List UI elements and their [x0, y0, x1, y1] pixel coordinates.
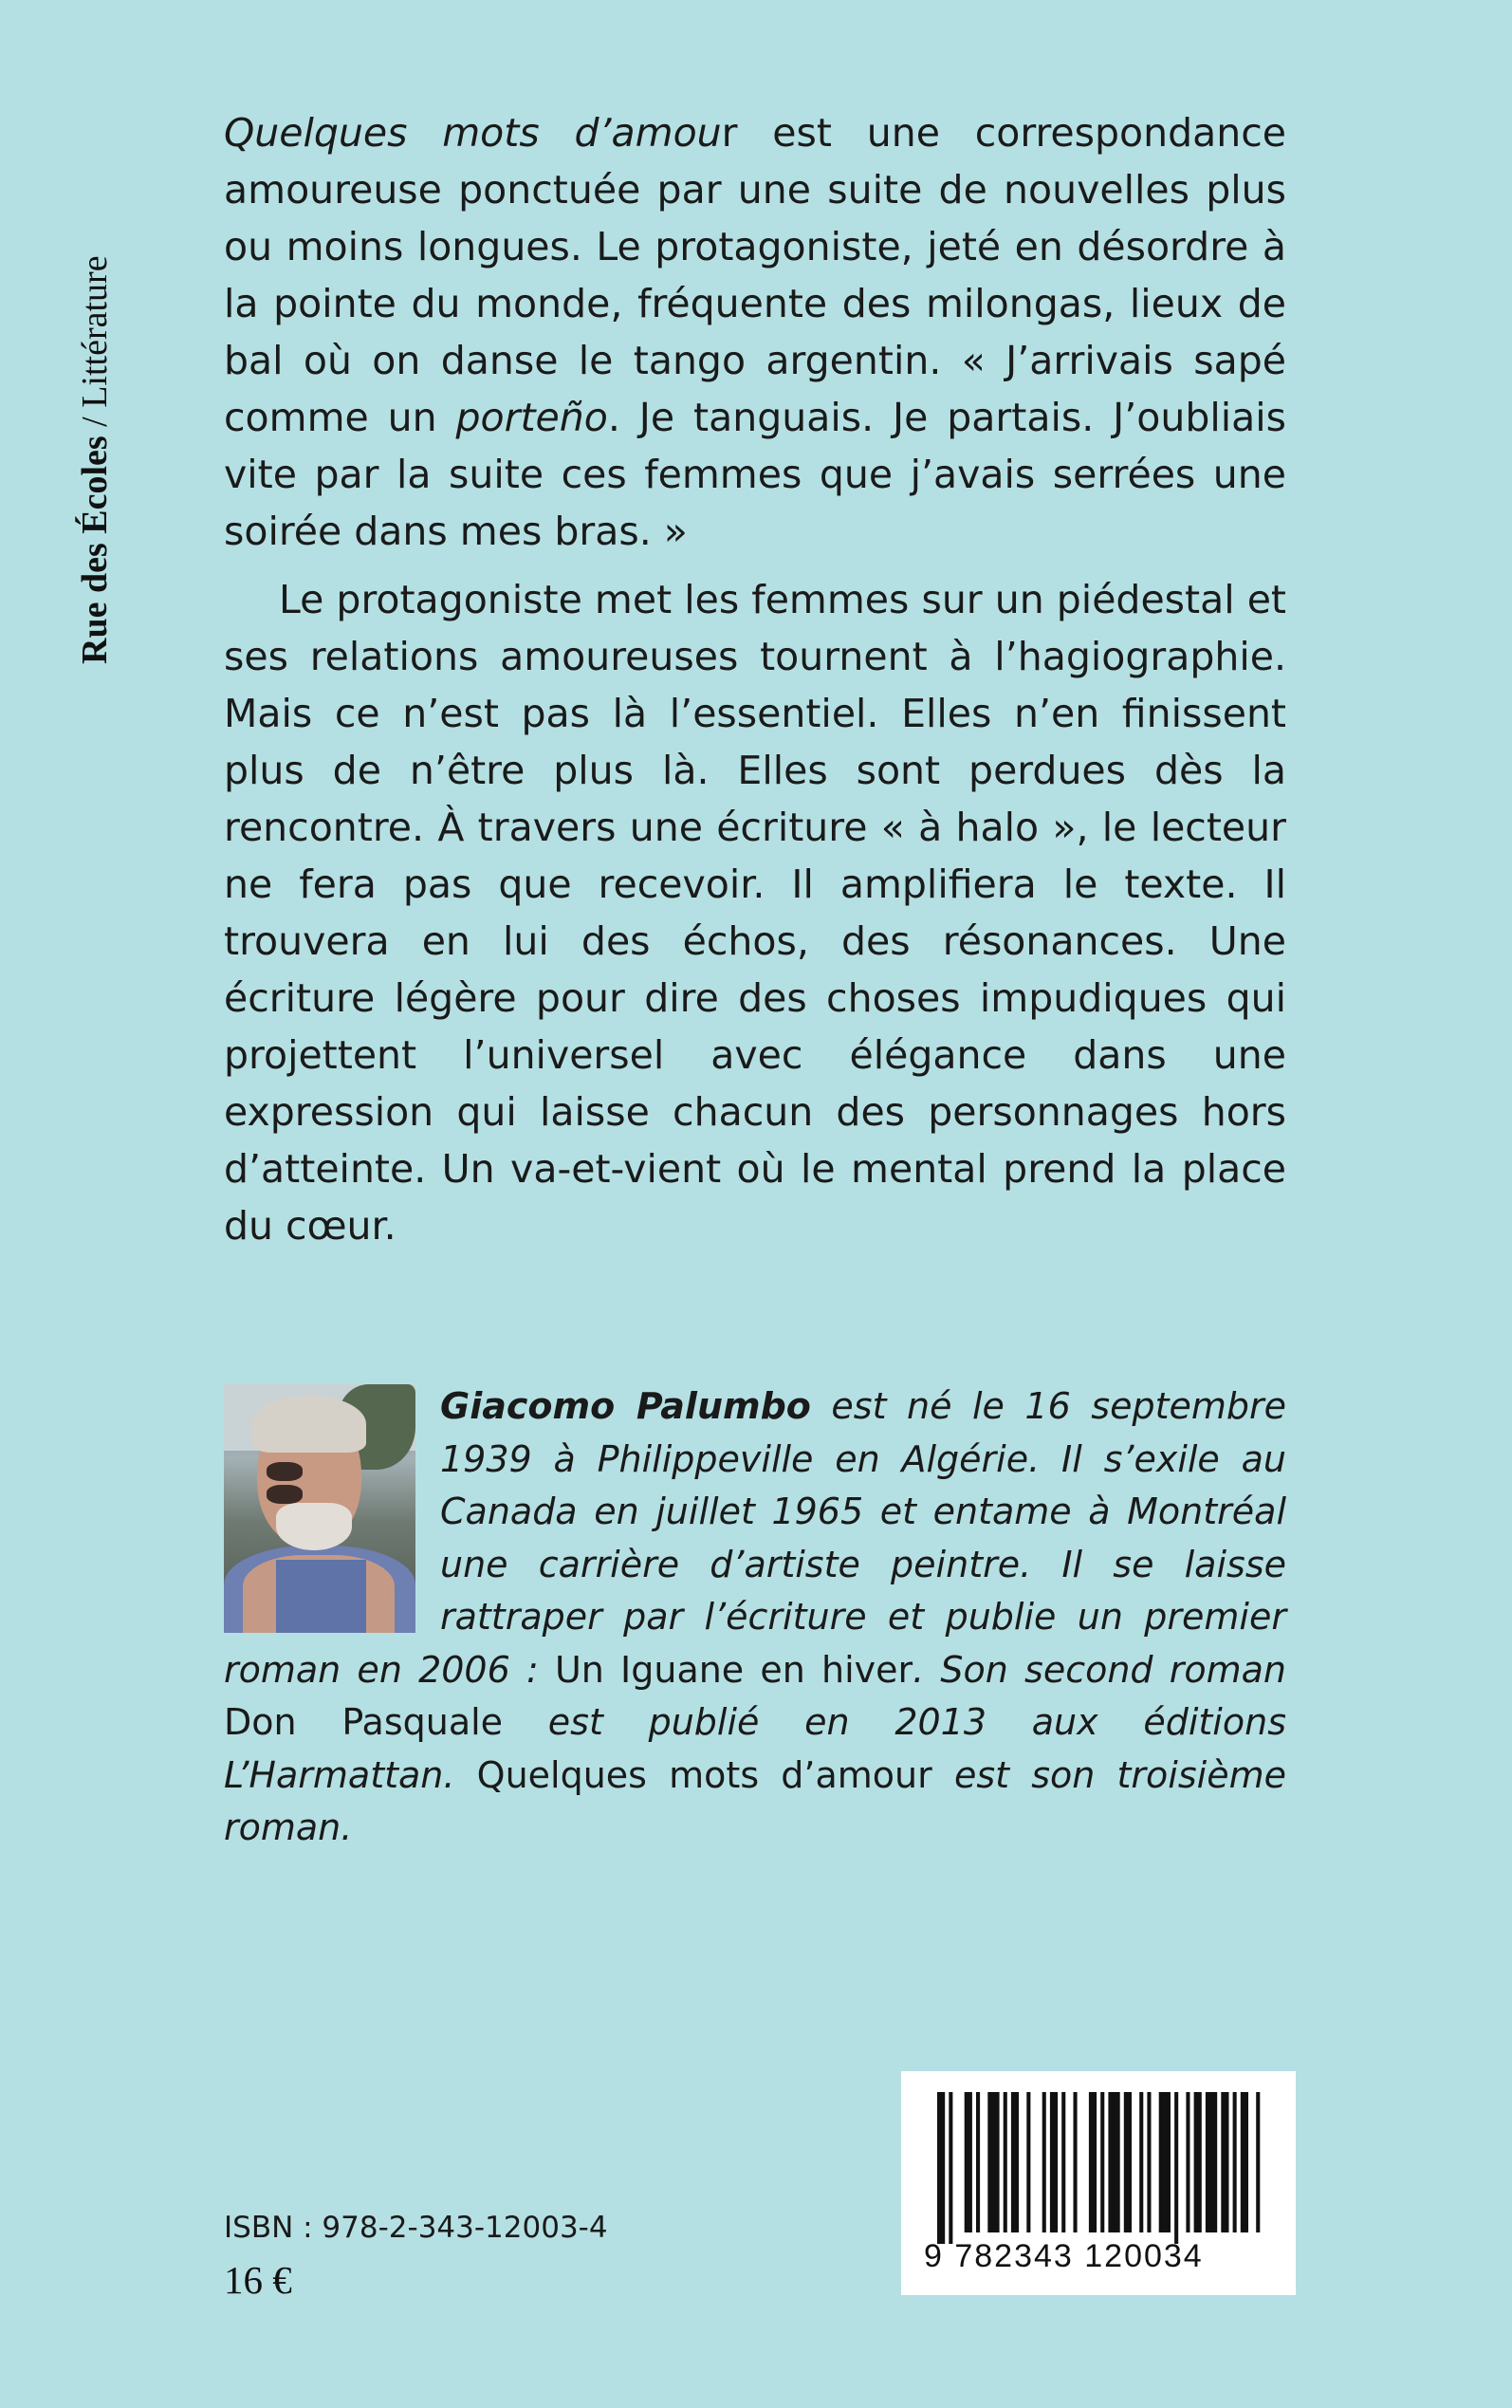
barcode-digits: 9 782343 120034: [924, 2238, 1204, 2274]
author-name: Giacomo Palumbo: [440, 1385, 811, 1427]
series-category: Littérature: [75, 255, 115, 408]
blurb-paragraph-2: Le protagoniste met les femmes sur un piédestal et ses relations amoureuses tournent à l’hagiographie. Mais ce n’est pas là l’essentiel. Elles n’en finissent plus de n’être plus là. Elles sont perdues dès la rencontre. À travers une écriture « à halo », le lecteur ne fera pas que recevoir. Il amplifiera le texte. Il trouvera en lui des échos, des résonances. Une écriture légère pour dire des choses impudiques qui projettent l’universel avec élégance dans une expression qui laisse chacun des personnages hors d’atteinte. Un va-et-vient où le mental prend la place du cœur.: [224, 577, 1286, 1249]
author-photo: [224, 1384, 415, 1633]
author-section: [224, 1380, 1286, 1855]
blurb: [224, 104, 1286, 1254]
series-name: Rue des Écoles: [75, 435, 115, 664]
blurb-text: r est une correspondance amoureuse ponctuée par une suite de nouvelles plus ou moins longues. Le protagoniste, jeté en désordre à la pointe du monde, fréquente des milongas, lieux de bal où on danse le tango argentin. « J’arrivais sapé comme un: [224, 110, 1286, 440]
book-title: Quelques mots d’amour: [476, 1753, 932, 1796]
book-title: Don Pasquale: [224, 1701, 504, 1743]
bio-text: est publié en 2013 aux éditions L’Harmattan.: [224, 1701, 1286, 1796]
bio-text: est son troisième roman.: [224, 1753, 1286, 1848]
blurb-text-end: . Je tanguais. Je partais. J’oubliais vite par la suite ces femmes que j’avais serrées une soirée dans mes bras. »: [224, 395, 1287, 554]
spine-label: [68, 95, 121, 664]
book-title: Un Iguane en hiver: [554, 1648, 913, 1691]
porteno-italic: porteño: [455, 395, 608, 440]
bio-text: . Son second roman: [913, 1648, 1286, 1691]
bio-text: est né le 16 septembre 1939 à Philippeville en Algérie. Il s’exile au Canada en juillet 1965 et entame à Montréal une carrière d’artiste peintre. Il se laisse rattraper par l’écriture et publie un premier roman en 2006 :: [224, 1385, 1286, 1691]
barcode: [901, 2071, 1296, 2295]
isbn: ISBN : 978-2-343-12003-4: [224, 2211, 608, 2245]
book-title-italic: Quelques mots d’amou: [224, 110, 722, 156]
price: 16 €: [224, 2258, 292, 2302]
blurb-paragraph-1: [224, 104, 1286, 560]
spine-separator: /: [75, 407, 115, 436]
